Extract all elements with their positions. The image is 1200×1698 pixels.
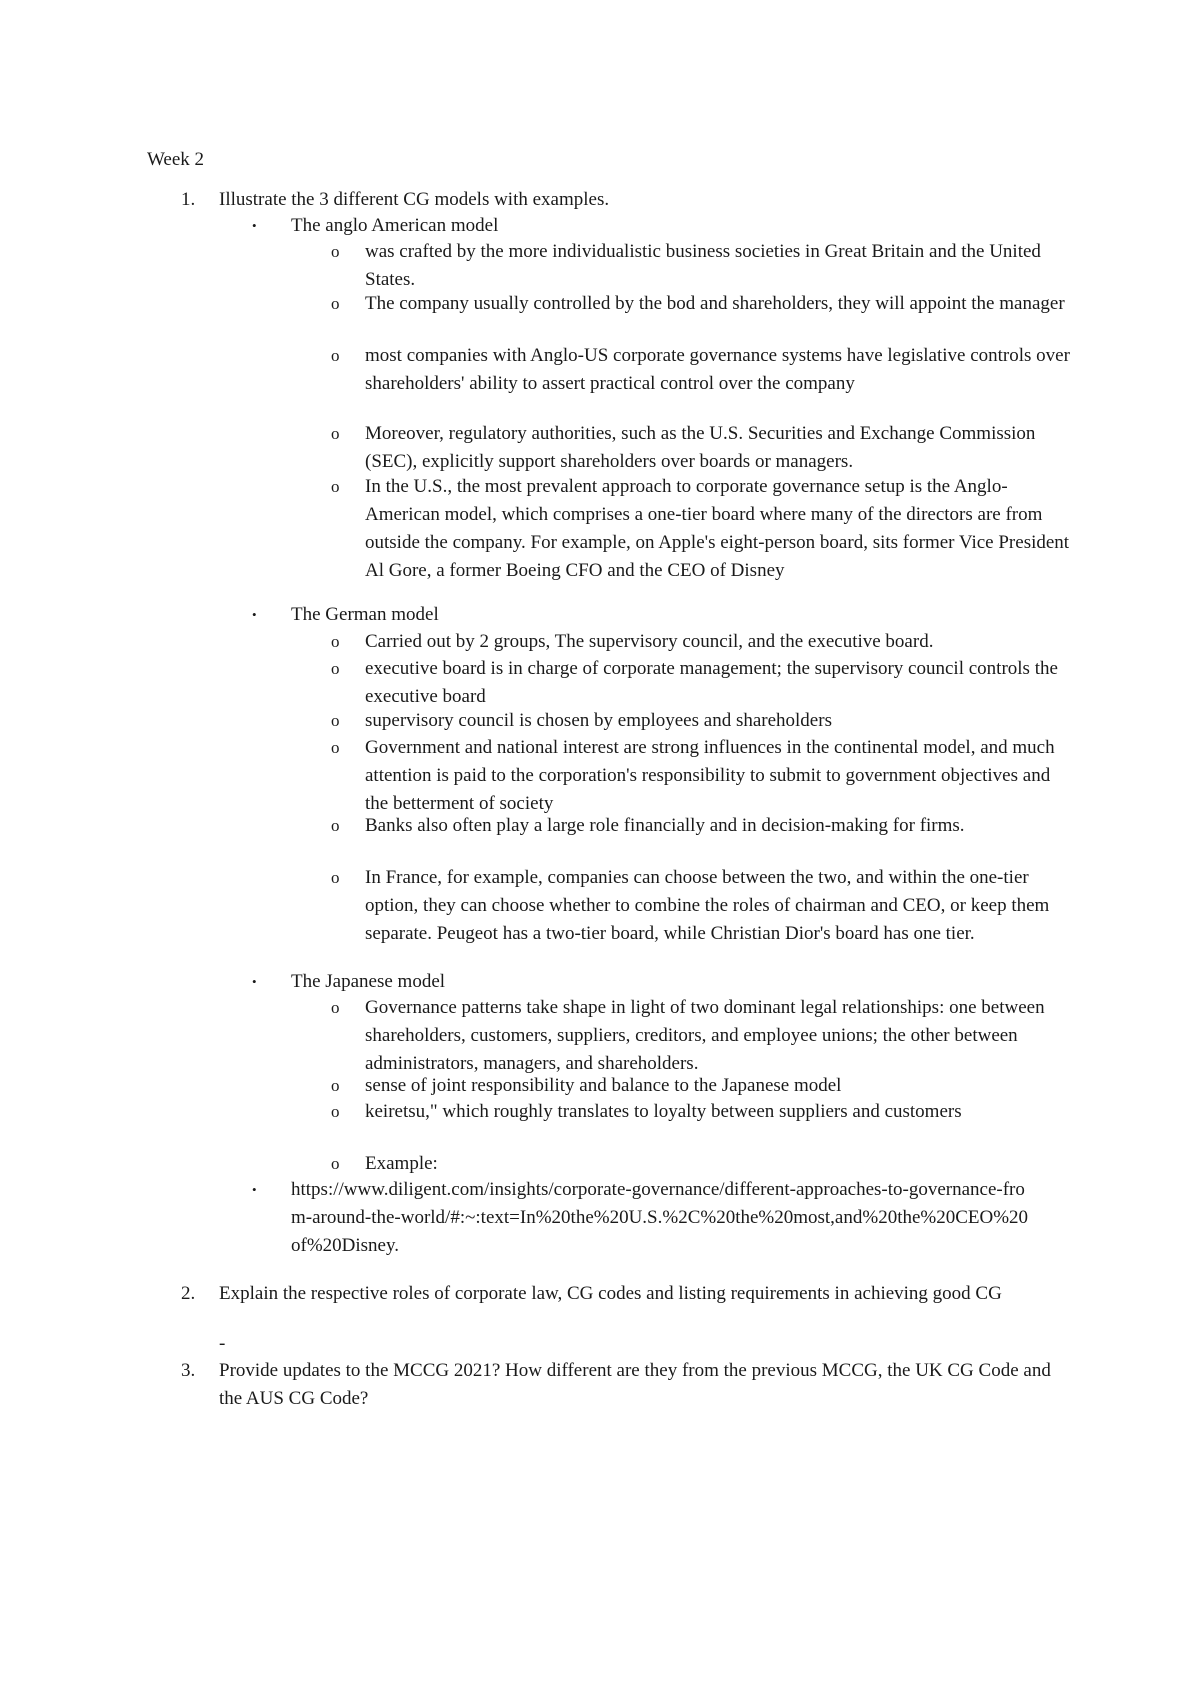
point-text: Carried out by 2 groups, The supervisory council, and the executive board. — [365, 631, 934, 652]
model-title: The German model — [291, 604, 439, 625]
sub-bullet-icon: o — [331, 998, 340, 1017]
question-text: Provide updates to the MCCG 2021? How different are they from the previous MCCG, the UK CG Code and the AUS CG Code? — [219, 1360, 1051, 1409]
bullet-icon: • — [252, 218, 257, 233]
question-number: 3. — [181, 1360, 196, 1381]
sub-bullet-icon: o — [331, 1102, 340, 1121]
point-text: The company usually controlled by the bod and shareholders, they will appoint the manager — [365, 293, 1065, 314]
bullet-icon: • — [252, 974, 257, 989]
sub-bullet-icon: o — [331, 242, 340, 261]
answer-placeholder: - — [219, 1333, 226, 1354]
model-title: The Japanese model — [291, 971, 446, 992]
sub-bullet-icon: o — [331, 1154, 340, 1173]
bullet-icon: • — [252, 607, 257, 622]
sub-bullet-icon: o — [331, 711, 340, 730]
point-text: was crafted by the more individualistic business societies in Great Britain and the United States. — [365, 241, 1041, 290]
point-text: In the U.S., the most prevalent approach to corporate governance setup is the Anglo-American model, which comprises a one-tier board where many of the directors are from outside the company. For example, on Apple's eight-person board, sits former Vice President Al Gore, a former Boeing CFO and the CEO of Disney — [365, 476, 1070, 581]
sub-bullet-icon: o — [331, 1076, 340, 1095]
sub-bullet-icon: o — [331, 346, 340, 365]
point-text: sense of joint responsibility and balance to the Japanese model — [365, 1075, 842, 1096]
sub-bullet-icon: o — [331, 868, 340, 887]
point-text: Banks also often play a large role financially and in decision-making for firms. — [365, 815, 965, 836]
sub-bullet-icon: o — [331, 424, 340, 443]
sub-bullet-icon: o — [331, 632, 340, 651]
question-text: Explain the respective roles of corporate law, CG codes and listing requirements in achieving good CG — [219, 1283, 1002, 1304]
point-text: supervisory council is chosen by employees and shareholders — [365, 710, 832, 731]
point-text: Moreover, regulatory authorities, such as the U.S. Securities and Exchange Commission (SEC), explicitly support shareholders over boards or managers. — [365, 423, 1036, 472]
sub-bullet-icon: o — [331, 294, 340, 313]
bullet-icon: • — [252, 1182, 257, 1197]
point-text: Example: — [365, 1153, 438, 1174]
question-number: 2. — [181, 1283, 196, 1304]
point-text: Government and national interest are strong influences in the continental model, and much attention is paid to the corporation's responsibility to submit to government objectives and the betterment of society — [365, 737, 1055, 814]
question-text: Illustrate the 3 different CG models with examples. — [219, 189, 610, 210]
sub-bullet-icon: o — [331, 738, 340, 757]
reference-link[interactable]: https://www.diligent.com/insights/corporate-governance/different-approaches-to-governance-from-around-the-world/#:~:text=In%20the%20U.S.%2C%20the%20most,and%20the%20CEO%20of%20Disney. — [291, 1179, 1029, 1256]
point-text: Governance patterns take shape in light of two dominant legal relationships: one between shareholders, customers, suppliers, creditors, and employee unions; the other between administrators, managers, and shareholders. — [365, 997, 1045, 1074]
point-text: In France, for example, companies can choose between the two, and within the one-tier option, they can choose whether to combine the roles of chairman and CEO, or keep them separate. Peugeot has a two-tier board, while Christian Dior's board has one tier. — [365, 867, 1050, 944]
question-number: 1. — [181, 189, 196, 210]
model-title: The anglo American model — [291, 215, 499, 236]
sub-bullet-icon: o — [331, 477, 340, 496]
page-title: Week 2 — [147, 149, 205, 170]
sub-bullet-icon: o — [331, 816, 340, 835]
point-text: keiretsu," which roughly translates to loyalty between suppliers and customers — [365, 1101, 962, 1122]
point-text: most companies with Anglo-US corporate governance systems have legislative controls over shareholders' ability to assert practical control over the company — [365, 345, 1070, 394]
point-text: executive board is in charge of corporate management; the supervisory council controls the executive board — [365, 658, 1058, 707]
sub-bullet-icon: o — [331, 659, 340, 678]
